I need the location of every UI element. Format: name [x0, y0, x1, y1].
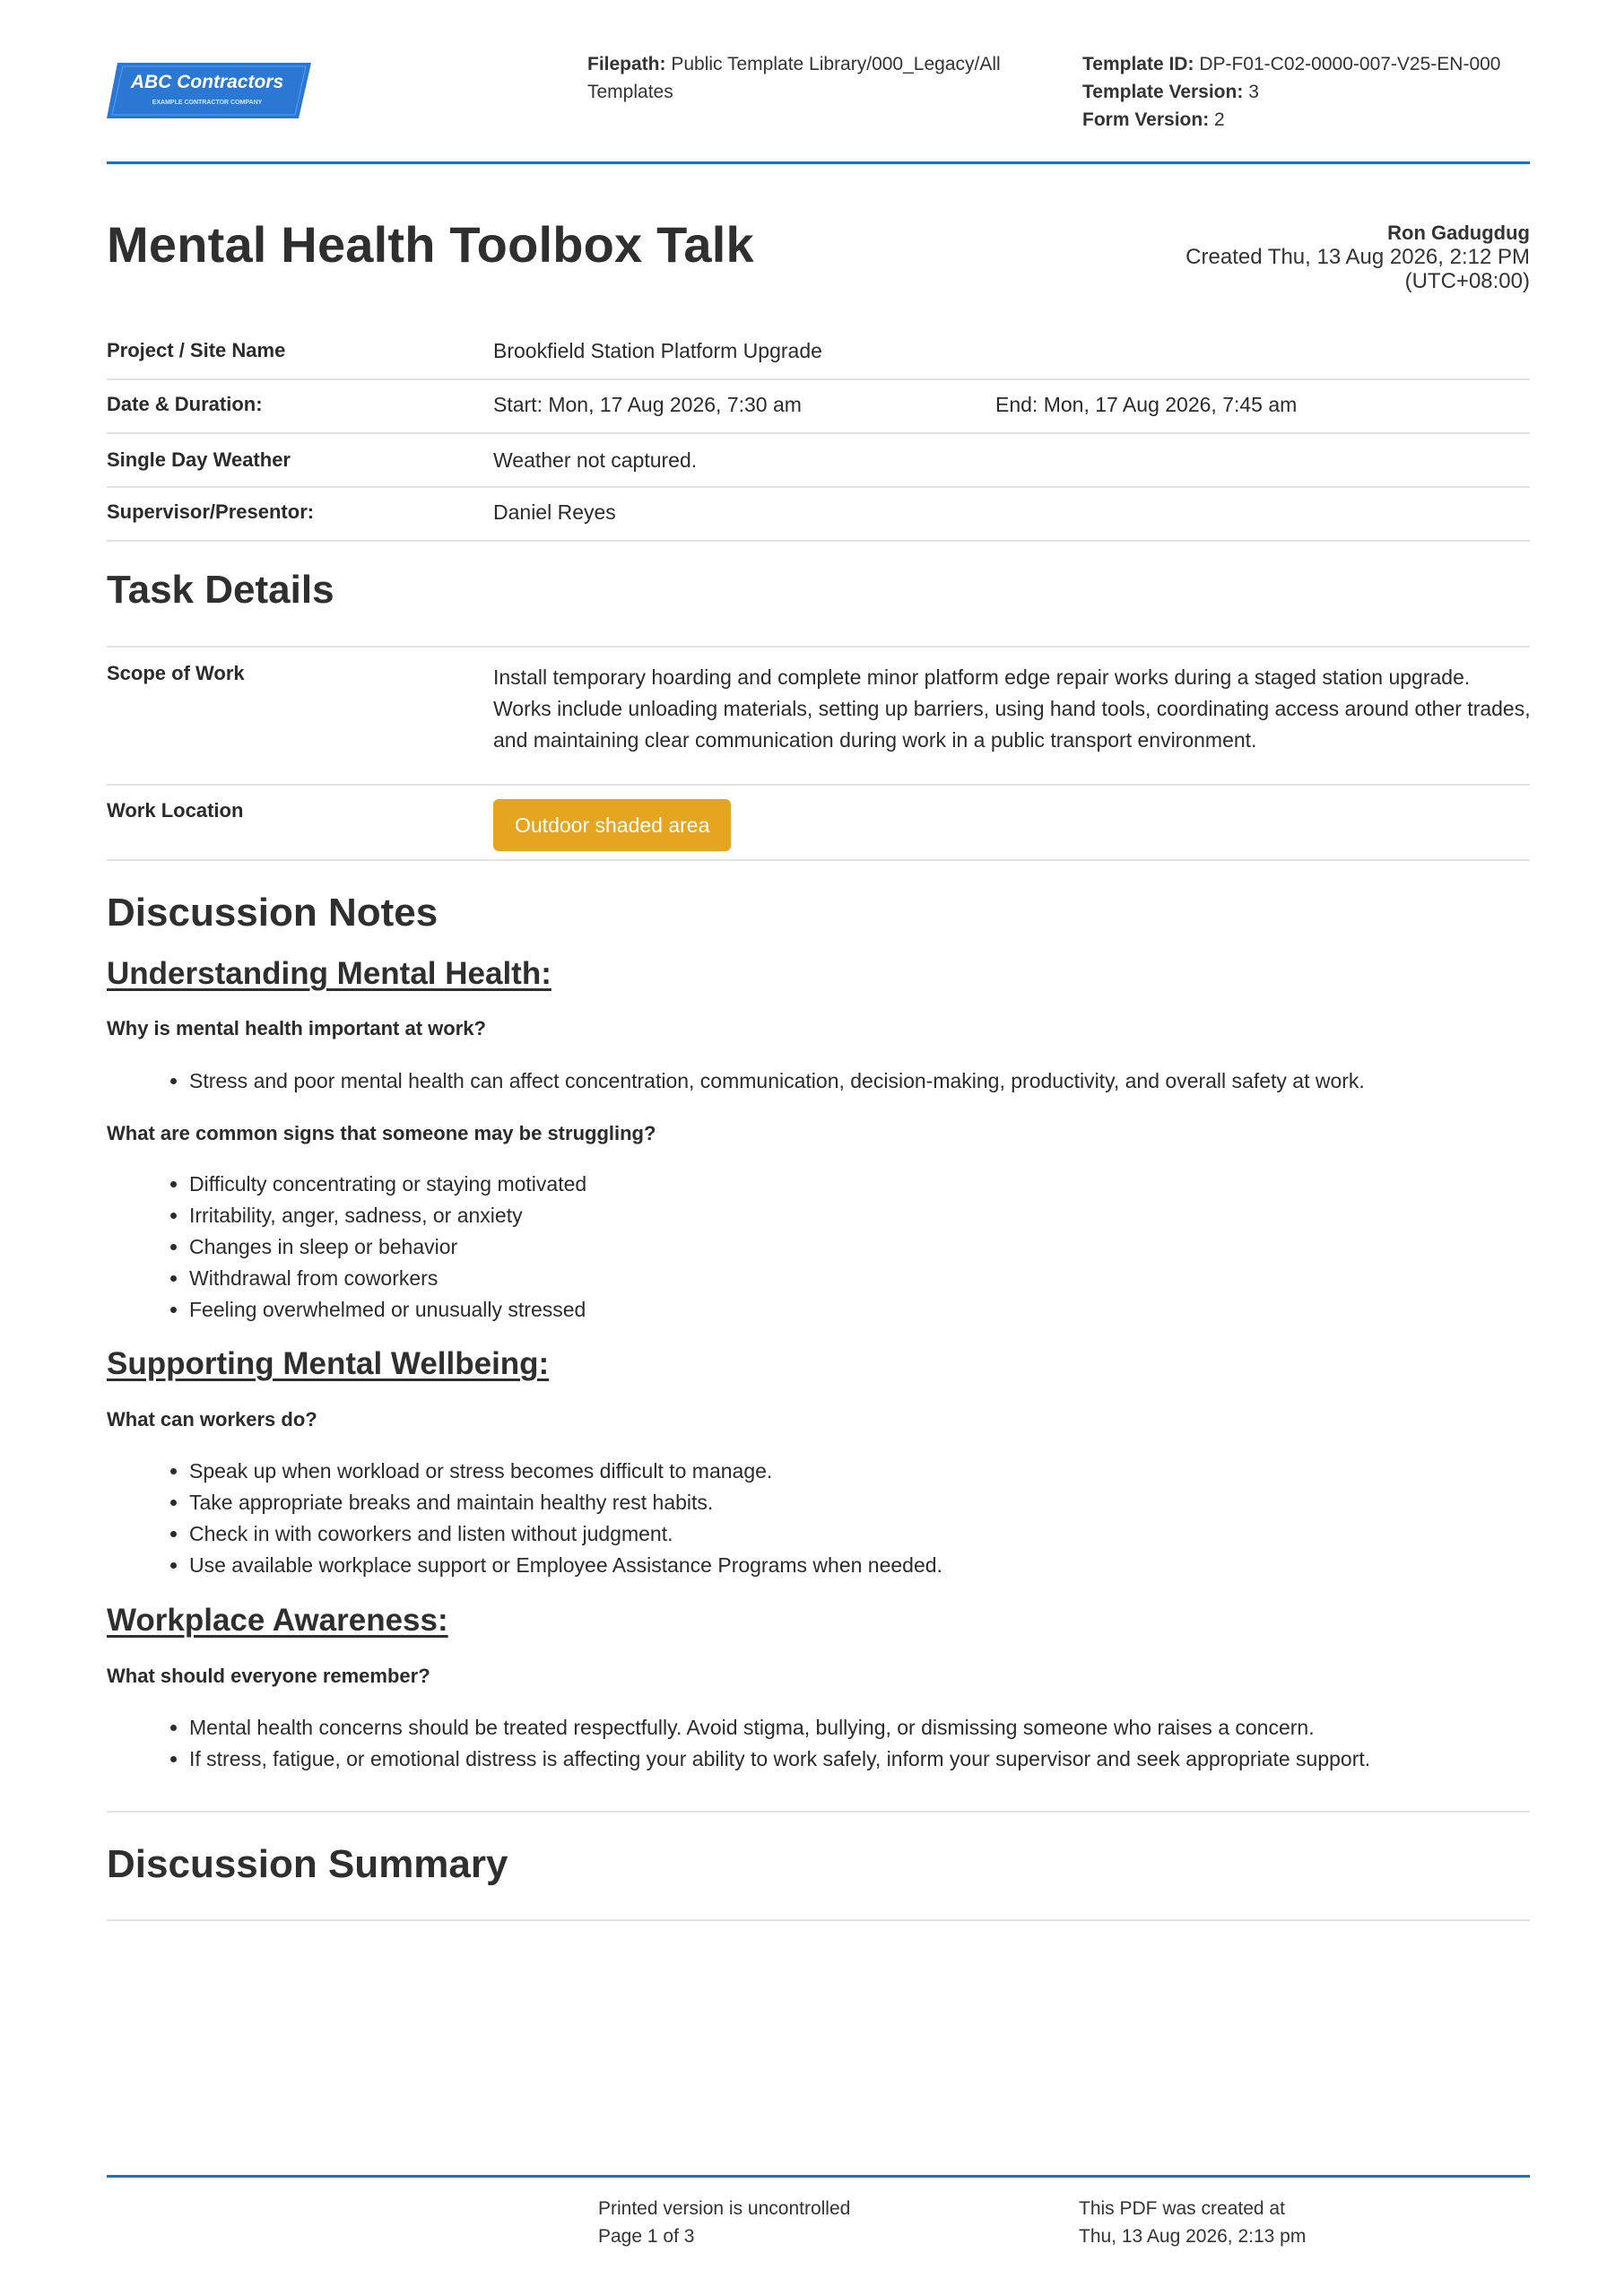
bullet-list-signs [155, 1169, 1534, 1326]
footer-right [1079, 2195, 1306, 2250]
date-label: Date & Duration: [107, 393, 263, 415]
form-version-value: 2 [1214, 109, 1225, 130]
list-item: • Check in with coworkers and listen without judgment. [189, 1518, 1534, 1550]
bullet-list-remember [155, 1712, 1534, 1775]
question-workers: What can workers do? [107, 1408, 317, 1431]
location-badge: Outdoor shaded area [493, 799, 731, 851]
template-version-value: 3 [1248, 82, 1259, 102]
page-header [107, 45, 1530, 163]
template-id-value: DP-F01-C02-0000-007-V25-EN-000 [1199, 54, 1501, 74]
created-date: Created Thu, 13 Aug 2026, 2:12 PM [1185, 245, 1530, 269]
project-row [107, 334, 1530, 380]
project-label: Project / Site Name [107, 339, 286, 361]
uncontrolled-note: Printed version is uncontrolled [598, 2198, 851, 2219]
weather-value: Weather not captured. [493, 448, 698, 472]
weather-row [107, 434, 1530, 488]
summary-heading: Discussion Summary [107, 1842, 508, 1886]
task-details-heading: Task Details [107, 568, 334, 612]
discussion-divider [107, 1811, 1530, 1813]
filepath-value: Public Template Library/000_Legacy/All Templates [587, 54, 1001, 102]
company-logo [107, 61, 313, 120]
start-value: Start: Mon, 17 Aug 2026, 7:30 am [493, 393, 802, 416]
question-why-important: Why is mental health important at work? [107, 1017, 486, 1039]
template-id-label: Template ID: [1082, 54, 1194, 74]
filepath-label: Filepath: [587, 54, 666, 74]
bullet-list-why-important [155, 1065, 1534, 1097]
footer-divider [107, 2175, 1530, 2178]
template-version-label: Template Version: [1082, 82, 1244, 102]
pdf-created-label: This PDF was created at [1079, 2198, 1285, 2219]
pdf-created-value: Thu, 13 Aug 2026, 2:13 pm [1079, 2226, 1307, 2247]
list-item: • Stress and poor mental health can affect concentration, communication, decision-making, productivity, and overall safety at work. [189, 1065, 1534, 1097]
logo-subtext: EXAMPLE CONTRACTOR COMPANY [152, 100, 263, 106]
location-divider [107, 859, 1530, 861]
end-value: End: Mon, 17 Aug 2026, 7:45 am [995, 393, 1298, 416]
weather-label: Single Day Weather [107, 448, 291, 471]
question-remember: What should everyone remember? [107, 1665, 430, 1687]
list-item: • Difficulty concentrating or staying motivated [189, 1169, 1534, 1200]
task-details-divider [107, 646, 1530, 648]
date-row [107, 380, 1530, 434]
section-title-awareness: Workplace Awareness: [107, 1603, 448, 1638]
section-title-supporting: Supporting Mental Wellbeing: [107, 1346, 550, 1381]
supervisor-label: Supervisor/Presentor: [107, 500, 315, 523]
location-label: Work Location [107, 799, 244, 822]
template-info [1082, 50, 1531, 134]
logo-text: ABC Contractors [130, 72, 284, 92]
list-item: • Speak up when workload or stress becomes difficult to manage. [189, 1456, 1534, 1487]
list-item: • Mental health concerns should be treated respectfully. Avoid stigma, bullying, or dismissing someone who raises a concern. [189, 1712, 1534, 1744]
list-item: • Irritability, anger, sadness, or anxiety [189, 1200, 1534, 1231]
question-signs: What are common signs that someone may be struggling? [107, 1122, 656, 1144]
header-divider [107, 161, 1530, 164]
author-name: Ron Gadugdug [1387, 222, 1530, 244]
summary-divider [107, 1919, 1530, 1921]
page-number: Page 1 of 3 [598, 2226, 695, 2247]
project-value: Brookfield Station Platform Upgrade [493, 339, 822, 362]
scope-label: Scope of Work [107, 662, 245, 684]
footer-left [598, 2195, 850, 2250]
scope-divider [107, 784, 1530, 786]
discussion-heading: Discussion Notes [107, 891, 439, 935]
list-item: • Changes in sleep or behavior [189, 1231, 1534, 1263]
supervisor-row [107, 488, 1530, 542]
author-block [1185, 221, 1530, 293]
filepath-info [587, 50, 1036, 106]
timezone: (UTC+08:00) [1404, 269, 1530, 293]
list-item: • Use available workplace support or Employee Assistance Programs when needed. [189, 1550, 1534, 1581]
supervisor-value: Daniel Reyes [493, 500, 616, 524]
bullet-list-workers [155, 1456, 1534, 1581]
list-item: • Feeling overwhelmed or unusually stressed [189, 1294, 1534, 1326]
list-item: • Withdrawal from coworkers [189, 1263, 1534, 1294]
page-title: Mental Health Toolbox Talk [107, 216, 754, 273]
list-item: • If stress, fatigue, or emotional distress is affecting your ability to work safely, inform your supervisor and seek appropriate support. [189, 1744, 1534, 1775]
list-item: • Take appropriate breaks and maintain healthy rest habits. [189, 1487, 1534, 1518]
form-version-label: Form Version: [1082, 109, 1210, 130]
scope-value: Install temporary hoarding and complete minor platform edge repair works during a staged station upgrade. Works include unloading materials, setting up barriers, using hand tools, coordinating access around other trades, and maintaining clear communication during work in a public transport environment. [493, 665, 1531, 752]
section-title-understanding: Understanding Mental Health: [107, 956, 551, 991]
